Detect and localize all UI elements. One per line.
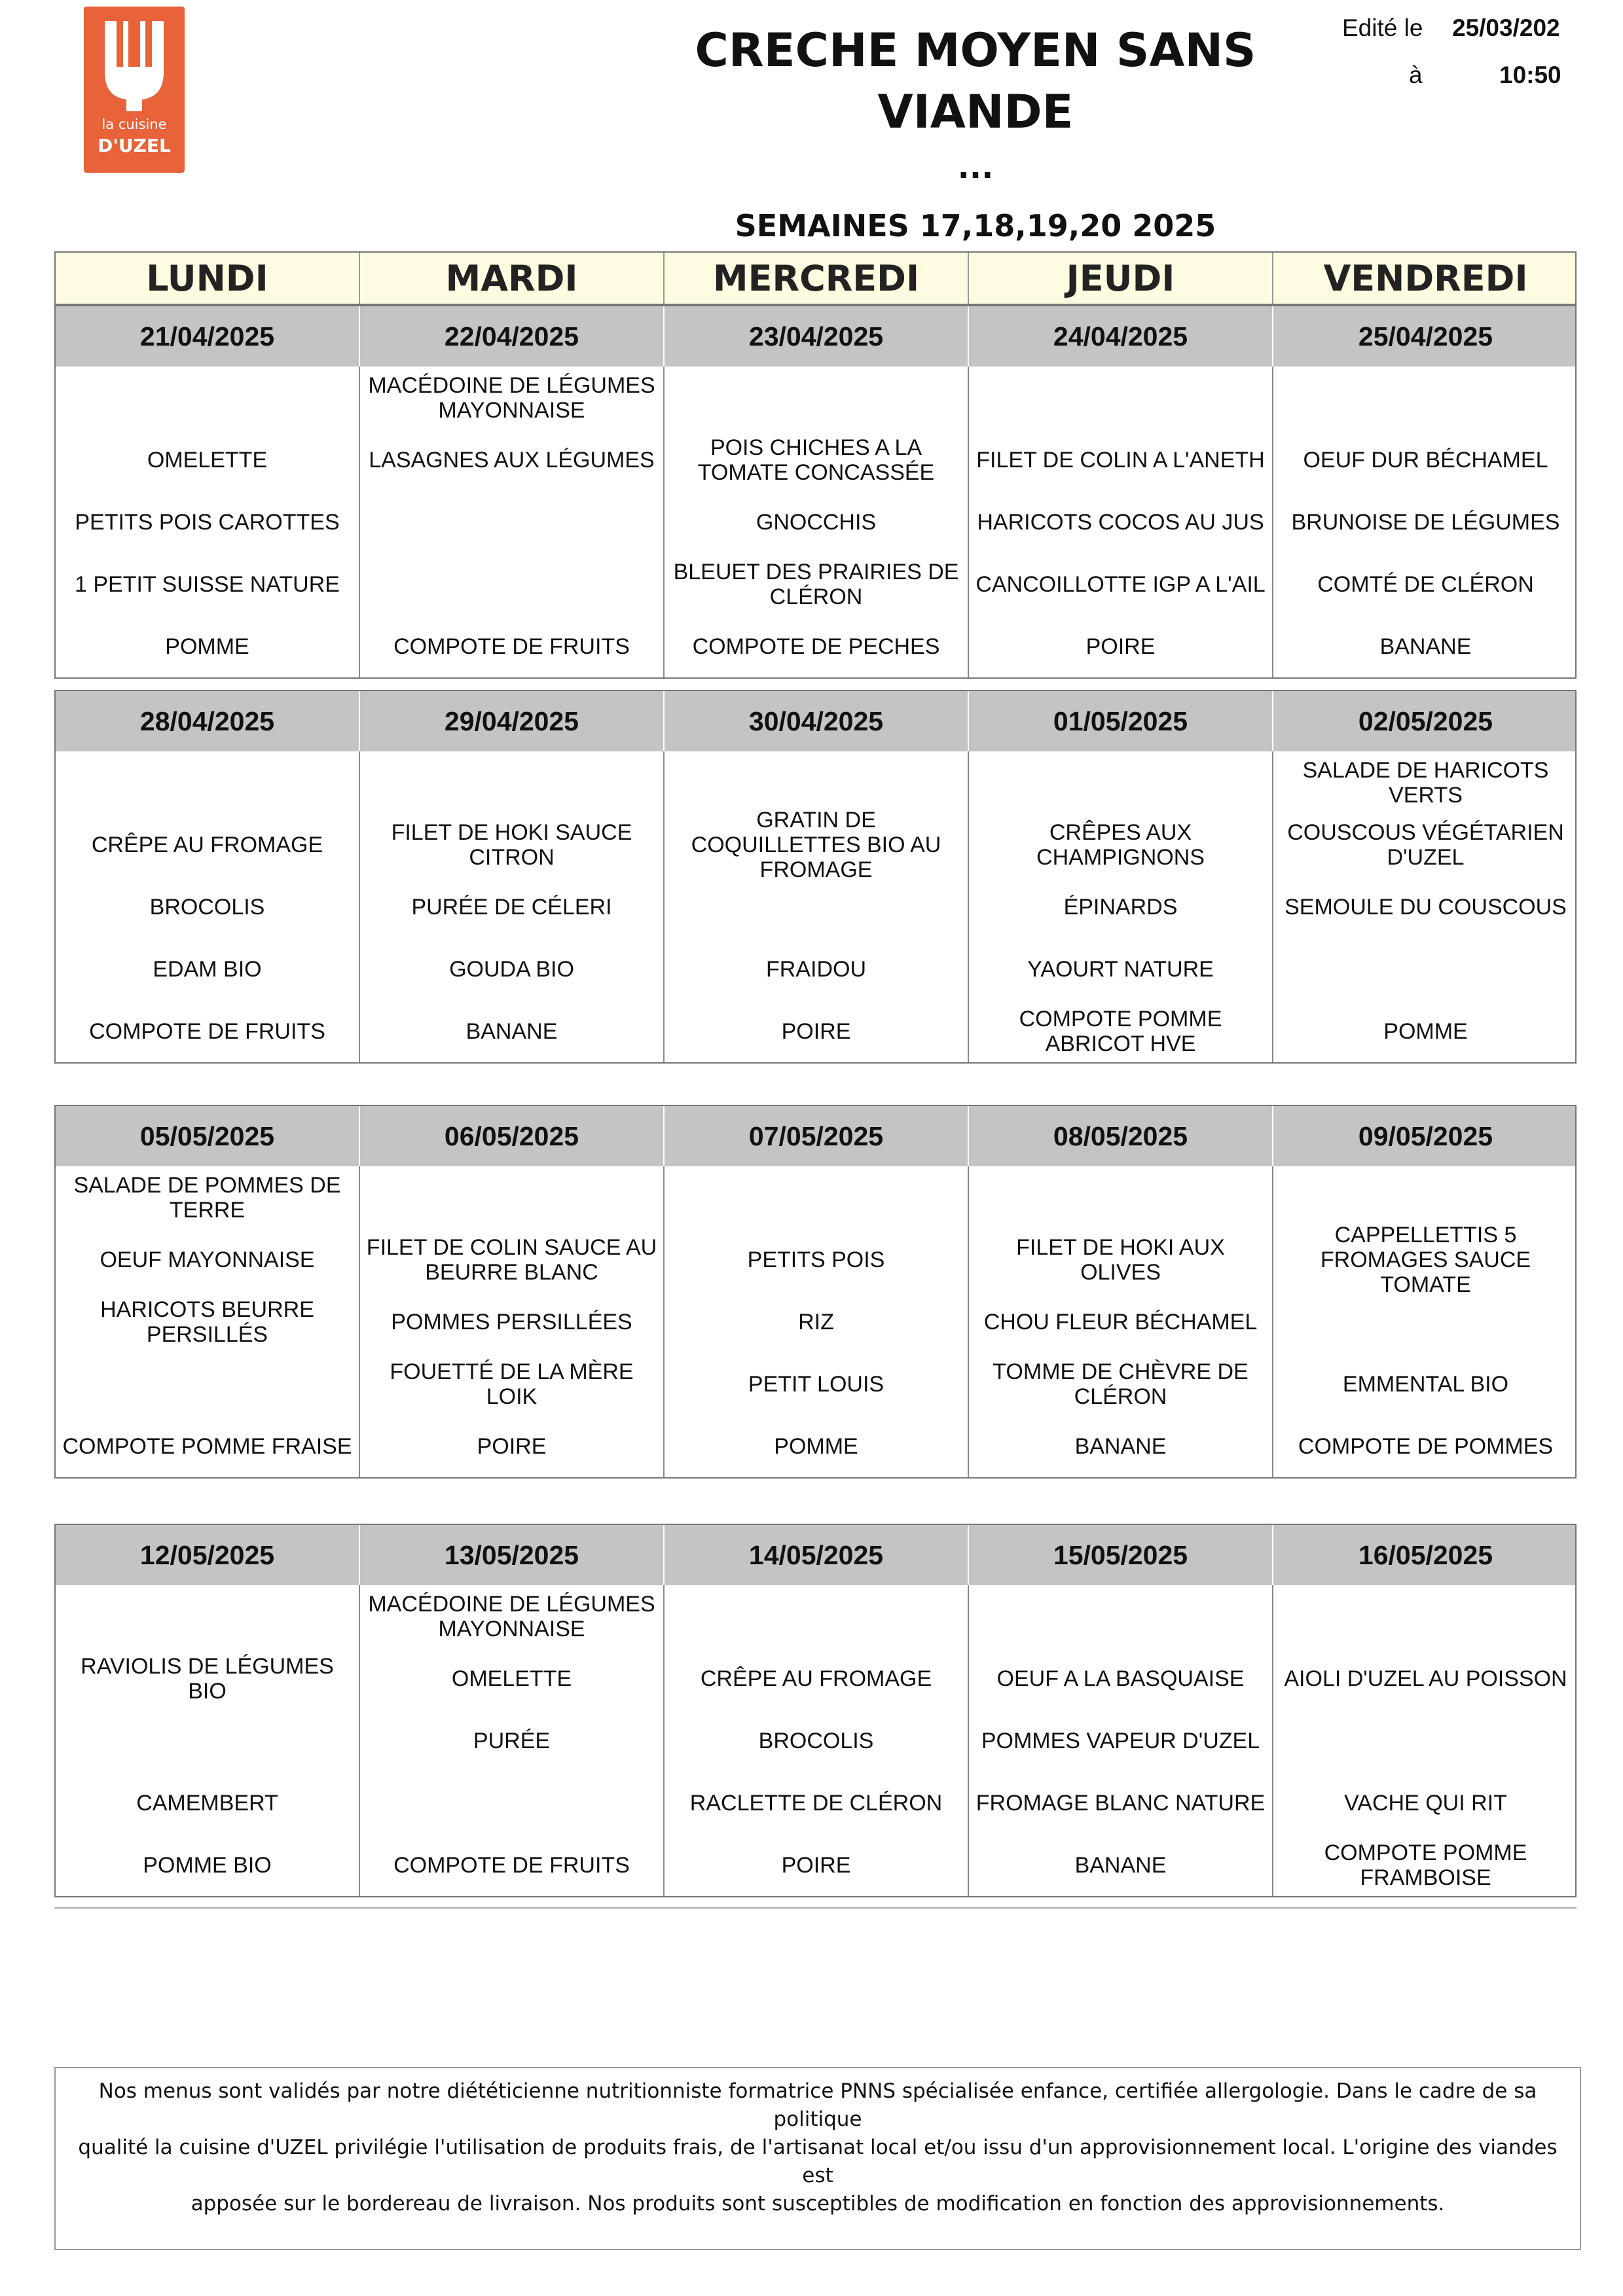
menu-item [665,367,968,429]
menu-item [56,1585,359,1647]
menu-item: GRATIN DE COQUILLETTES BIO AU FROMAGE [691,807,941,882]
menu-grid [56,1166,1575,1477]
menu-item: FILET DE COLIN A L'ANETH [976,447,1265,473]
menu-item: POMME [165,634,249,659]
menu-item: 1 PETIT SUISSE NATURE [75,571,340,597]
date-row [56,1106,1575,1166]
menu-item [665,876,968,938]
menu-item: OEUF MAYONNAISE [100,1247,315,1272]
menu-item [969,1585,1272,1647]
menu-item: CRÊPE AU FROMAGE [91,832,323,857]
date-cell: 08/05/2025 [969,1106,1273,1166]
menu-item: POIRE [477,1433,547,1459]
menu-item [969,1166,1272,1229]
menu-item: BRUNOISE DE LÉGUMES [1291,509,1560,535]
menu-item [969,367,1272,429]
menu-item: CRÊPES AUX CHAMPIGNONS [1036,819,1205,870]
day-menu [1273,1585,1578,1896]
date-cell: 01/05/2025 [969,691,1273,751]
menu-item: COMPOTE DE FRUITS [393,1852,630,1878]
day-header-row [54,251,1577,305]
day-menu [665,1585,969,1896]
edited-date: 25/03/202 [1452,14,1560,41]
menu-item: FILET DE HOKI SAUCE CITRON [391,819,632,870]
menu-item: CRÊPE AU FROMAGE [700,1666,932,1691]
menu-item: POIS CHICHES A LA TOMATE CONCASSÉE [697,435,935,485]
menu-item: GOUDA BIO [449,956,574,982]
menu-item [360,751,663,814]
day-menu [360,367,665,677]
menu-item: BANANE [1074,1433,1167,1459]
weeks-subtitle: SEMAINES 17,18,19,20 2025 [735,208,1216,243]
date-cell: 14/05/2025 [665,1525,969,1585]
menu-item: RAVIOLIS DE LÉGUMES BIO [81,1653,334,1704]
menu-item: BROCOLIS [758,1728,874,1753]
menu-item: PURÉE DE CÉLERI [411,894,612,920]
menu-item [1273,938,1578,1000]
menu-item: PURÉE [473,1728,551,1753]
edited-label: Edité le [1342,14,1423,41]
at-label: à [1409,62,1423,88]
menu-item: EDAM BIO [153,956,262,982]
menu-grid [56,367,1575,677]
menu-item [1273,1166,1578,1229]
menu-item: RACLETTE DE CLÉRON [689,1790,943,1816]
day-menu [665,1166,969,1477]
menu-item [360,1166,663,1229]
menu-item: VACHE QUI RIT [1344,1790,1507,1816]
menu-item: POMMES VAPEUR D'UZEL [981,1728,1260,1753]
menu-item: BROCOLIS [149,894,265,920]
menu-item: SALADE DE POMMES DE TERRE [73,1172,341,1223]
menu-item: CANCOILLOTTE IGP A L'AIL [976,571,1266,597]
day-menu [56,751,360,1062]
date-cell: 12/05/2025 [56,1525,360,1585]
day-name-friday: VENDREDI [1323,257,1528,299]
menu-item: POMMES PERSILLÉES [391,1309,632,1335]
date-cell: 28/04/2025 [56,691,360,751]
logo [84,7,185,173]
title-line2: VIANDE [877,85,1074,139]
menu-item: FRAIDOU [766,956,866,982]
day-menu [360,751,665,1062]
date-cell: 09/05/2025 [1358,1121,1493,1151]
title-line1: CRECHE MOYEN SANS [695,24,1256,77]
menu-item: FILET DE HOKI AUX OLIVES [1016,1234,1225,1285]
menu-item: ÉPINARDS [1063,894,1178,920]
date-cell: 13/05/2025 [360,1525,665,1585]
menu-item: COMPOTE DE POMMES [1298,1433,1554,1459]
menu-item: CAPPELLETTIS 5 FROMAGES SAUCE TOMATE [1320,1222,1531,1297]
date-row [56,1525,1575,1585]
page-title [687,20,1264,143]
menu-item: MACÉDOINE DE LÉGUMES MAYONNAISE [368,372,655,423]
menu-item: FILET DE COLIN SAUCE AU BEURRE BLANC [366,1234,657,1285]
menu-item: MACÉDOINE DE LÉGUMES MAYONNAISE [368,1591,655,1641]
date-cell: 15/05/2025 [969,1525,1273,1585]
menu-item [665,1585,968,1647]
menu-item: BANANE [1379,634,1472,659]
menu-item: OMELETTE [147,447,268,473]
menu-item: OEUF DUR BÉCHAMEL [1303,447,1548,473]
day-menu [360,1166,665,1477]
day-menu [665,367,969,677]
date-cell: 21/04/2025 [56,306,360,367]
footer-line1: Nos menus sont validés par notre diététicienne nutritionniste formatrice PNNS spécialisée enfance, certifiée allergologie. Dans le cadre de sa politique [98,2079,1537,2131]
menu-item: POIRE [1085,634,1156,659]
menu-item [969,751,1272,814]
day-menu [969,751,1273,1062]
menu-item [1273,367,1578,429]
menu-item [1273,1710,1578,1772]
date-cell: 06/05/2025 [360,1106,665,1166]
menu-item: COUSCOUS VÉGÉTARIEN D'UZEL [1287,819,1564,870]
day-menu [56,1585,360,1896]
menu-item: COMPOTE DE FRUITS [393,634,630,659]
menu-item: OMELETTE [451,1666,572,1691]
menu-item: YAOURT NATURE [1027,956,1214,982]
menu-item: EMMENTAL BIO [1342,1371,1509,1397]
menu-item: POIRE [781,1018,851,1044]
date-cell: 02/05/2025 [1358,706,1493,736]
day-name-thursday: JEUDI [969,253,1273,304]
menu-grid [56,1585,1575,1896]
menu-item: FROMAGE BLANC NATURE [976,1790,1266,1816]
menu-item: OEUF A LA BASQUAISE [996,1666,1245,1691]
menu-item: POMME [774,1433,858,1459]
menu-item [56,751,359,814]
date-cell: 29/04/2025 [360,691,665,751]
week-block [54,1524,1577,1897]
menu-item: FOUETTÉ DE LA MÈRE LOIK [390,1359,634,1409]
week-block [54,305,1577,679]
menu-item: CAMEMBERT [136,1790,278,1816]
menu-item: COMPOTE POMME ABRICOT HVE [1019,1006,1222,1056]
menu-item: RIZ [798,1309,834,1335]
day-menu [665,751,969,1062]
menu-item: COMPOTE DE PECHES [692,634,940,659]
menu-item: PETITS POIS [747,1247,885,1272]
date-cell: 30/04/2025 [665,691,969,751]
day-menu [360,1585,665,1896]
date-cell: 16/05/2025 [1358,1539,1493,1570]
date-row [56,306,1575,367]
day-menu [1273,1166,1578,1477]
menu-item: BANANE [1074,1852,1167,1878]
menu-item: HARICOTS COCOS AU JUS [977,509,1264,535]
menu-item [665,1166,968,1229]
menu-item: CHOU FLEUR BÉCHAMEL [983,1309,1258,1335]
menu-item [360,491,663,553]
menu-item [56,367,359,429]
divider [54,1907,1577,1909]
menu-item: SALADE DE HARICOTS VERTS [1302,757,1549,808]
footer-line2: qualité la cuisine d'UZEL privilégie l'utilisation de produits frais, de l'artisanat local et/ou issu d'un approvisionnement local. L'origine des viandes est [78,2136,1558,2187]
day-name-wednesday: MERCREDI [665,253,969,304]
menu-item: POMME [1383,1018,1468,1044]
date-cell: 23/04/2025 [665,306,969,367]
edited-time: 10:50 [1499,62,1561,88]
logo-text-line1: la cuisine [101,117,167,132]
date-cell: 24/04/2025 [969,306,1273,367]
menu-item: PETIT LOUIS [748,1371,884,1397]
menu-item [56,1353,359,1415]
title-dots: ... [957,149,994,186]
menu-item: LASAGNES AUX LÉGUMES [369,447,655,473]
week-block [54,690,1577,1064]
menu-item: TOMME DE CHÈVRE DE CLÉRON [993,1359,1249,1409]
footer-line3: apposée sur le bordereau de livraison. Nos produits sont susceptibles de modification en fonction des approvisionnements. [191,2192,1445,2215]
menu-item: BLEUET DES PRAIRIES DE CLÉRON [673,559,959,609]
menu-item [665,751,968,814]
day-menu [56,367,360,677]
day-menu [969,1585,1273,1896]
day-name-monday: LUNDI [56,253,360,304]
menu-item [360,1772,663,1834]
menu-item: COMPOTE POMME FRAISE [62,1433,352,1459]
logo-text-line2: D'UZEL [98,135,171,156]
date-cell: 07/05/2025 [665,1106,969,1166]
day-menu [1273,367,1578,677]
date-row [56,691,1575,751]
day-menu [969,367,1273,677]
menu-item: BANANE [465,1018,558,1044]
menu-item: POIRE [781,1852,851,1878]
day-menu [1273,751,1578,1062]
menu-item: SEMOULE DU COUSCOUS [1285,894,1567,920]
menu-item [56,1710,359,1772]
week-block [54,1105,1577,1479]
menu-item [360,553,663,615]
day-menu [56,1166,360,1477]
menu-item [1273,1291,1578,1353]
menu-item: AIOLI D'UZEL AU POISSON [1284,1666,1567,1691]
date-cell: 05/05/2025 [56,1106,360,1166]
menu-item: HARICOTS BEURRE PERSILLÉS [100,1297,314,1347]
menu-item: GNOCCHIS [756,509,877,535]
date-cell: 22/04/2025 [360,306,665,367]
menu-item: COMPOTE DE FRUITS [89,1018,325,1044]
menu-grid [56,751,1575,1062]
menu-item: POMME BIO [143,1852,272,1878]
day-menu [969,1166,1273,1477]
footer-note [54,2067,1581,2250]
date-cell: 25/04/2025 [1358,321,1493,351]
day-name-tuesday: MARDI [360,253,665,304]
menu-item [1273,1585,1578,1647]
menu-item: COMPOTE POMME FRAMBOISE [1324,1840,1527,1890]
menu-item: COMTÉ DE CLÉRON [1317,571,1534,597]
menu-item: PETITS POIS CAROTTES [75,509,340,535]
